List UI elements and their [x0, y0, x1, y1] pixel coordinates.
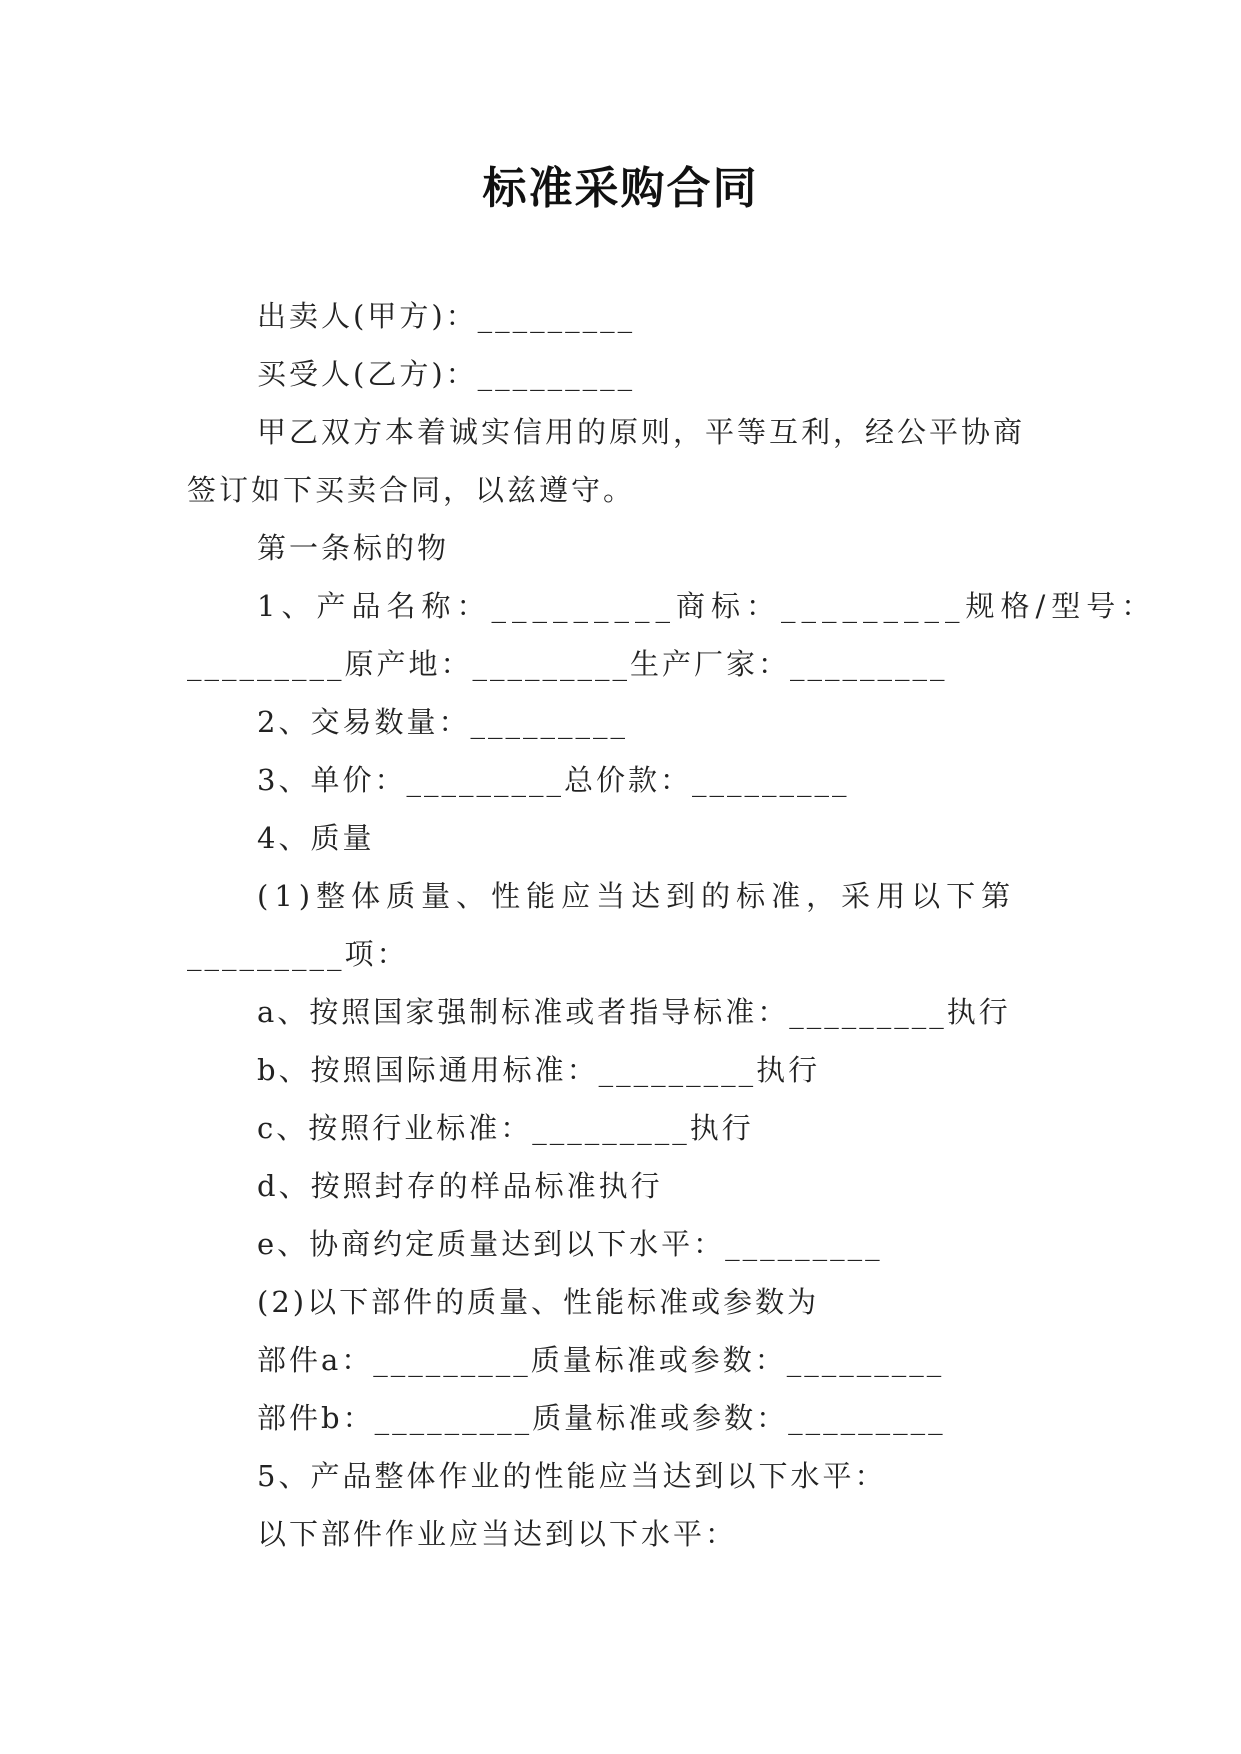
buyer-line: 买受人(乙方)：_________ — [257, 357, 636, 391]
quality-standard-line-2: _________项： — [187, 937, 409, 971]
part-a-line: 部件a：_________质量标准或参数：_________ — [257, 1343, 945, 1377]
part-b-line: 部件b：_________质量标准或参数：_________ — [257, 1401, 946, 1435]
document-title: 标准采购合同 — [482, 163, 759, 214]
option-b-line: b、按照国际通用标准：_________执行 — [257, 1053, 821, 1087]
quality-heading: 4、质量 — [257, 821, 375, 855]
price-line: 3、单价：_________总价款：_________ — [257, 763, 850, 797]
quality-standard-line-1: (1)整体质量、性能应当达到的标准，采用以下第 — [257, 879, 1017, 913]
preamble-line-2: 签订如下买卖合同，以兹遵守。 — [187, 473, 636, 507]
option-c-line: c、按照行业标准：_________执行 — [257, 1111, 754, 1145]
quantity-line: 2、交易数量：_________ — [257, 705, 628, 739]
option-a-line: a、按照国家强制标准或者指导标准：_________执行 — [257, 995, 1011, 1029]
contract-body — [187, 287, 1157, 1563]
seller-line: 出卖人(甲方)：_________ — [257, 299, 636, 333]
option-d-line: d、按照封存的样品标准执行 — [257, 1169, 663, 1203]
product-info-line-1: 1、产品名称：_________商标：_________规格/型号： — [257, 589, 1157, 623]
product-info-line-2: _________原产地：_________生产厂家：_________ — [187, 647, 948, 681]
performance-line: 5、产品整体作业的性能应当达到以下水平： — [257, 1459, 887, 1493]
parts-heading: (2)以下部件的质量、性能标准或参数为 — [257, 1285, 820, 1319]
parts-performance-line: 以下部件作业应当达到以下水平： — [257, 1517, 738, 1551]
preamble-line-1: 甲乙双方本着诚实信用的原则，平等互利，经公平协商 — [257, 415, 1026, 449]
option-e-line: e、协商约定质量达到以下水平：_________ — [257, 1227, 883, 1261]
article-one-heading: 第一条标的物 — [257, 531, 450, 565]
